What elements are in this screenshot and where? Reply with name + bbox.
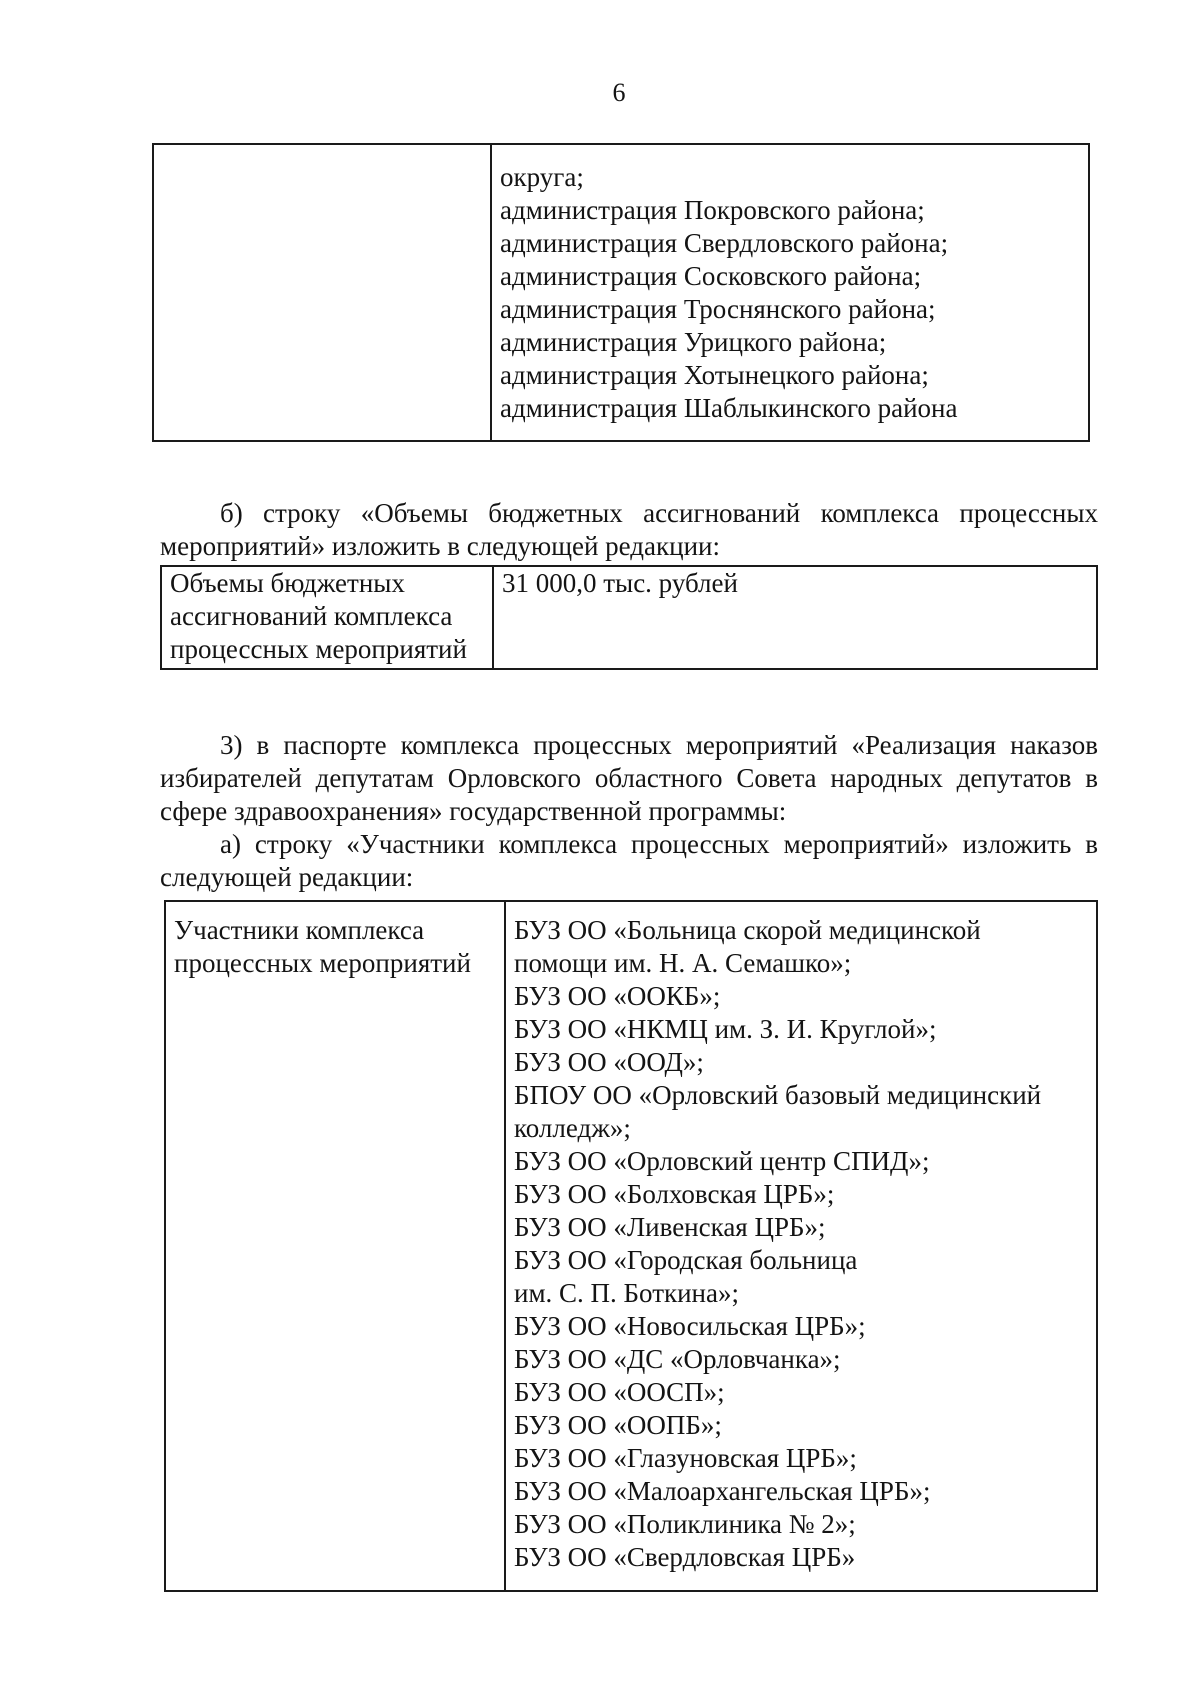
table-row xyxy=(165,901,1097,1591)
list-item: помощи им. Н. А. Семашко»; xyxy=(514,948,852,978)
list-item: им. С. П. Боткина»; xyxy=(514,1278,739,1308)
list-item: БУЗ ОО «НКМЦ им. З. И. Круглой»; xyxy=(514,1014,937,1044)
table-participants xyxy=(164,900,1098,1592)
list-item: администрация Троснянского района; xyxy=(500,294,936,324)
paragraph-a: а) строку «Участники комплекса процессных мероприятий» изложить в следующей редакции: xyxy=(160,829,1098,892)
list-item: администрация Хотынецкого района; xyxy=(500,360,929,390)
table-executors-continuation xyxy=(152,143,1090,442)
list-item: БУЗ ОО «ООСП»; xyxy=(514,1377,725,1407)
cell-line: процессных мероприятий xyxy=(170,634,467,664)
list-item: БУЗ ОО «ДС «Орловчанка»; xyxy=(514,1344,841,1374)
list-item: администрация Урицкого района; xyxy=(500,327,887,357)
paragraph-3: 3) в паспорте комплекса процессных мероприятий «Реализация наказов избирателей депутатам Орловского областного Совета народных депутатов в сфере здравоохранения» государственной программы: xyxy=(160,730,1098,826)
list-item: БУЗ ОО «Орловский центр СПИД»; xyxy=(514,1146,930,1176)
cell-line: Участники комплекса xyxy=(174,915,425,945)
list-item: БПОУ ОО «Орловский базовый медицинский xyxy=(514,1080,1042,1110)
list-item: БУЗ ОО «Малоархангельская ЦРБ»; xyxy=(514,1476,931,1506)
list-item: БУЗ ОО «Глазуновская ЦРБ»; xyxy=(514,1443,857,1473)
list-item: администрация Свердловского района; xyxy=(500,228,949,258)
table1-right-cell xyxy=(491,144,1089,441)
list-item: БУЗ ОО «ООКБ»; xyxy=(514,981,721,1011)
cell-line: ассигнований комплекса xyxy=(170,601,453,631)
list-item: округа; xyxy=(500,162,584,192)
list-item: администрация Покровского района; xyxy=(500,195,925,225)
table2-right-cell: 31 000,0 тыс. рублей xyxy=(493,566,1097,669)
list-item: БУЗ ОО «ООД»; xyxy=(514,1047,704,1077)
list-item: администрация Шаблыкинского района xyxy=(500,393,958,423)
table-row xyxy=(153,144,1089,441)
table-budget-volume xyxy=(160,565,1098,670)
list-item: БУЗ ОО «Городская больница xyxy=(514,1245,858,1275)
cell-line: Объемы бюджетных xyxy=(170,568,405,598)
table1-left-cell xyxy=(153,144,491,441)
table3-left-cell xyxy=(165,901,505,1591)
table3-right-cell xyxy=(505,901,1097,1591)
list-item: БУЗ ОО «Больница скорой медицинской xyxy=(514,915,981,945)
list-item: БУЗ ОО «Ливенская ЦРБ»; xyxy=(514,1212,826,1242)
cell-line: процессных мероприятий xyxy=(174,948,471,978)
list-item: БУЗ ОО «ООПБ»; xyxy=(514,1410,722,1440)
list-item: колледж»; xyxy=(514,1113,631,1143)
list-item: администрация Сосковского района; xyxy=(500,261,922,291)
list-item: БУЗ ОО «Болховская ЦРБ»; xyxy=(514,1179,835,1209)
table-row xyxy=(161,566,1097,669)
page-number: 6 xyxy=(612,78,626,107)
list-item: БУЗ ОО «Свердловская ЦРБ» xyxy=(514,1542,856,1572)
paragraph-b: б) строку «Объемы бюджетных ассигнований комплекса процессных мероприятий» изложить в следующей редакции: xyxy=(160,498,1098,561)
table2-left-cell xyxy=(161,566,493,669)
list-item: БУЗ ОО «Новосильская ЦРБ»; xyxy=(514,1311,866,1341)
list-item: БУЗ ОО «Поликлиника № 2»; xyxy=(514,1509,856,1539)
